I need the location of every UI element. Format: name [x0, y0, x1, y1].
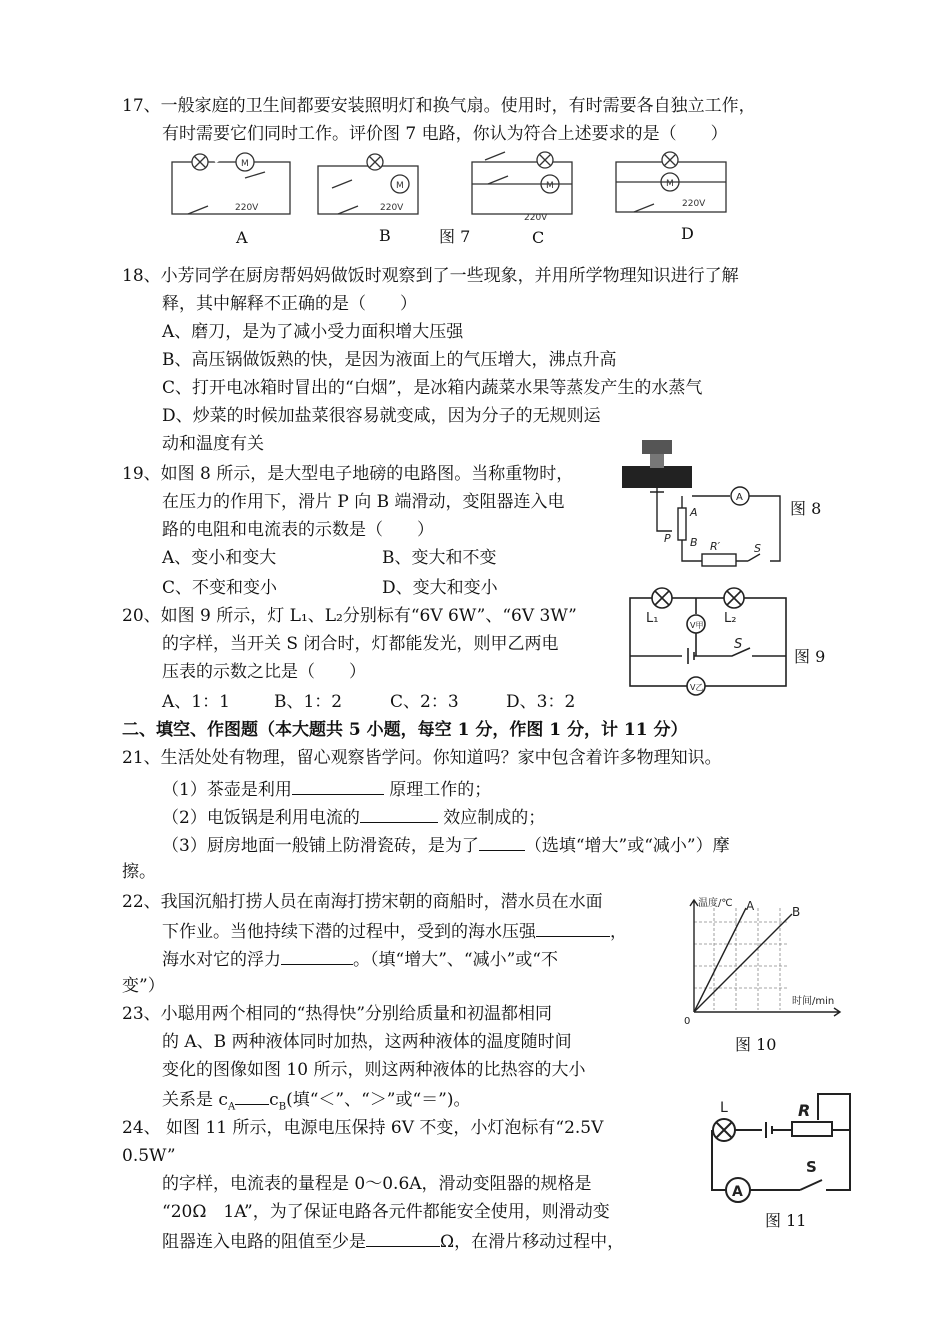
q18-option-c: C、打开电冰箱时冒出的“白烟”，是冰箱内蔬菜水果等蒸发产生的水蒸气	[162, 378, 703, 398]
q23-line4: 关系是 $c_A$ $c_B$(填“＜”、“＞”或“＝”)。	[162, 1086, 470, 1119]
q17-line2: 有时需要它们同时工作。评价图 7 电路，你认为符合上述要求的是（ ）	[162, 124, 728, 144]
line-series-a	[694, 908, 746, 1012]
q21-blank2[interactable]	[360, 804, 438, 823]
fig10-series-b: B	[792, 905, 801, 919]
q18-line2: 释，其中解释不正确的是（ ）	[162, 294, 417, 314]
fig9-switch: S	[734, 637, 743, 652]
fig11-rheostat: R	[798, 1101, 811, 1120]
q20-line2: 的字样，当开关 S 闭合时，灯都能发光，则甲乙两电	[162, 634, 559, 654]
figure-7-circuits	[160, 148, 760, 224]
fig10-series-a: A	[746, 899, 755, 913]
q19-option-a: A、变小和变大	[162, 548, 277, 568]
fig9-v1: V甲	[690, 621, 704, 630]
q24-blank[interactable]	[366, 1228, 440, 1247]
q18-line1: 18、小芳同学在厨房帮妈妈做饭时观察到了一些现象，并用所学物理知识进行了解	[122, 266, 739, 286]
q24-line4: 阻器连入电路的阻值至少是 Ω，在滑片移动过程中，	[162, 1228, 624, 1254]
fig8-ammeter-label: A	[736, 492, 743, 503]
q22-line4: 变”）	[122, 976, 165, 996]
q19-option-c: C、不变和变小	[162, 578, 278, 598]
q23-line1: 23、小聪用两个相同的“热得快”分别给质量和初温都相同	[122, 1004, 553, 1024]
fig8-caption: 图 8	[790, 499, 822, 518]
figure-8-weighbridge-circuit	[620, 436, 795, 576]
figure-10-graph	[680, 892, 850, 1032]
fig7-motor-b: M	[396, 181, 404, 191]
fig7-voltage-a: 220V	[235, 203, 259, 213]
fig11-switch: S	[806, 1158, 817, 1176]
q18-option-a: A、磨刀，是为了减小受力面积增大压强	[162, 322, 464, 342]
q20-line3: 压表的示数之比是（ ）	[162, 662, 366, 682]
q22-blank2[interactable]	[281, 946, 353, 965]
q22-line2: 下作业。当他持续下潜的过程中，受到的海水压强 ，	[162, 918, 627, 944]
q24-line1b: 0.5W”	[122, 1146, 176, 1166]
fig8-end-a: A	[690, 506, 698, 519]
fig9-l2: L₂	[724, 611, 737, 626]
q20-option-b: B、1：2	[274, 692, 343, 712]
fig7-voltage-d: 220V	[682, 199, 706, 209]
q19-option-d: D、变大和变小	[382, 578, 498, 598]
q20-option-a: A、1：1	[162, 692, 230, 712]
q22-blank1[interactable]	[536, 918, 610, 937]
fig7-motor-c: M	[546, 181, 554, 191]
q24-line1: 24、 如图 11 所示，电源电压保持 6V 不变，小灯泡标有“2.5V	[122, 1118, 604, 1138]
q21-part2: （2）电饭锅是利用电流的 效应制成的；	[162, 804, 545, 830]
q22-line1: 22、我国沉船打捞人员在南海打捞宋朝的商船时，潜水员在水面	[122, 892, 603, 912]
q21-line1: 21、生活处处有物理，留心观察皆学问。你知道吗？家中包含着许多物理知识。	[122, 748, 722, 768]
q19-line2: 在压力的作用下，滑片 P 向 B 端滑动，变阻器连入电	[162, 492, 565, 512]
fig10-xlabel: 时间/min	[792, 996, 835, 1007]
fig7-motor-a: M	[241, 159, 249, 169]
q23-line2: 的 A、B 两种液体同时加热，这两种液体的温度随时间	[162, 1032, 572, 1052]
q21-part1: （1）茶壶是利用 原理工作的；	[162, 776, 491, 802]
line-series-b	[694, 914, 792, 1012]
q23-blank[interactable]	[235, 1086, 269, 1105]
q21-blank3[interactable]	[479, 832, 525, 851]
section2-heading: 二、填空、作图题（本大题共 5 小题，每空 1 分，作图 1 分，计 11 分）	[122, 720, 688, 740]
fig9-v2: V乙	[690, 683, 704, 692]
q23-line3: 变化的图像如图 10 所示，则这两种液体的比热容的大小	[162, 1060, 586, 1080]
fig7-caption: 图 7	[439, 227, 471, 246]
q19-option-b: B、变大和不变	[382, 548, 497, 568]
q24-line3: “20Ω 1A”，为了保证电路各元件都能安全使用，则滑动变	[162, 1202, 610, 1222]
q19-line3: 路的电阻和电流表的示数是（ ）	[162, 520, 434, 540]
fig8-slider-p: P	[664, 532, 671, 545]
fig10-ylabel: 温度/℃	[698, 898, 733, 909]
fig7-voltage-c: 220V	[524, 213, 548, 223]
fig11-lamp: L	[720, 1100, 728, 1116]
q20-option-d: D、3：2	[506, 692, 576, 712]
q24-line2: 的字样，电流表的量程是 0～0.6A，滑动变阻器的规格是	[162, 1174, 592, 1194]
q21-part3-cont: 擦。	[122, 862, 156, 882]
figure-11-circuit	[700, 1090, 860, 1206]
q20-option-c: C、2：3	[390, 692, 459, 712]
q22-line3: 海水对它的浮力 。（填“增大”、“减小”或“不	[162, 946, 558, 972]
q18-option-b: B、高压锅做饭熟的快，是因为液面上的气压增大，沸点升高	[162, 350, 617, 370]
fig10-caption: 图 10	[735, 1035, 777, 1054]
q19-line1: 19、如图 8 所示，是大型电子地磅的电路图。当称重物时，	[122, 464, 574, 484]
fig11-caption: 图 11	[765, 1211, 807, 1230]
q21-blank1[interactable]	[292, 776, 384, 795]
fig8-end-b: B	[690, 536, 698, 549]
fig10-origin: 0	[684, 1016, 691, 1027]
fig11-ammeter: A	[732, 1184, 743, 1200]
fig7-option-b: B	[379, 226, 391, 245]
fig7-motor-d: M	[666, 179, 674, 189]
fig7-option-d: D	[681, 224, 694, 243]
q18-option-d-line2: 动和温度有关	[162, 434, 264, 454]
fig9-caption: 图 9	[794, 647, 826, 666]
fig7-option-c: C	[532, 228, 545, 247]
fig7-voltage-b: 220V	[380, 203, 404, 213]
fig8-resistor-r: R′	[710, 540, 721, 553]
figure-9-circuit	[624, 586, 794, 698]
q20-line1: 20、如图 9 所示，灯 L₁、L₂分别标有“6V 6W”、“6V 3W”	[122, 606, 577, 626]
fig9-l1: L₁	[646, 611, 659, 626]
q21-part3: （3）厨房地面一般铺上防滑瓷砖，是为了 （选填“增大”或“减小”）摩	[162, 832, 730, 858]
fig7-option-a: A	[236, 228, 248, 247]
q18-option-d-line1: D、炒菜的时候加盐菜很容易就变咸，因为分子的无规则运	[162, 406, 601, 426]
q17-line1: 17、一般家庭的卫生间都要安装照明灯和换气扇。使用时，有时需要各自独立工作，	[122, 96, 756, 116]
fig8-switch-s: S	[754, 542, 761, 555]
